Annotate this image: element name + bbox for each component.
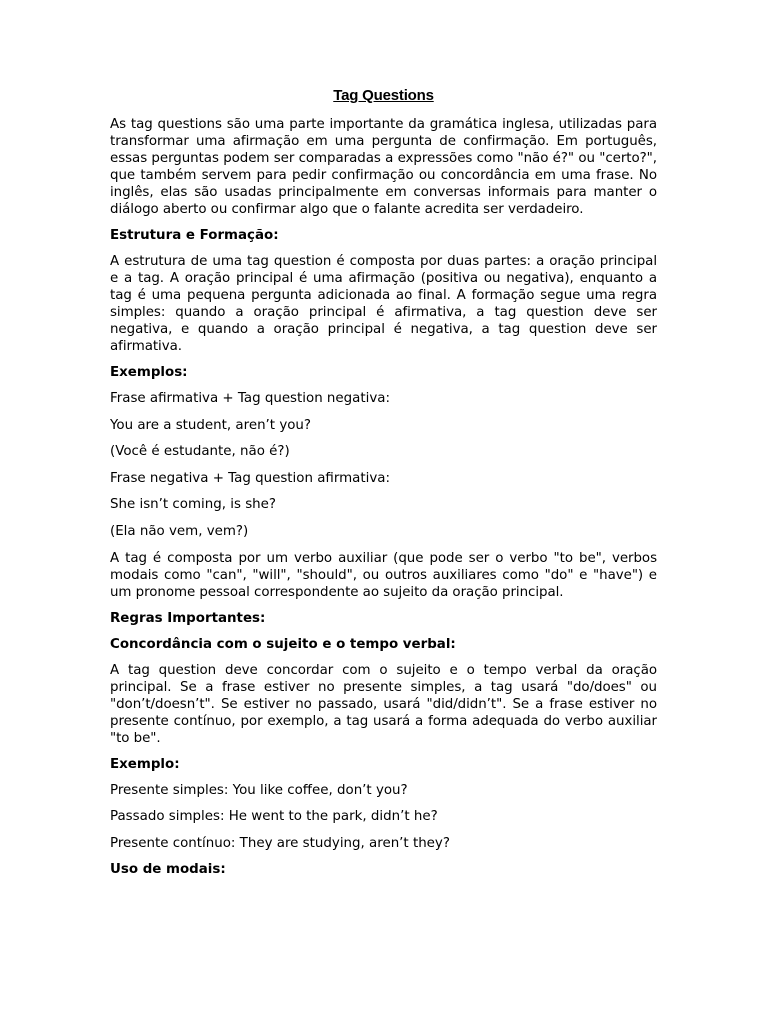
- intro-paragraph: As tag questions são uma parte importante da gramática inglesa, utilizadas para transformar uma afirmação em uma pergunta de confirmação. Em português, essas perguntas podem ser comparadas a expressões como "não é?" ou "certo?", que também servem para pedir confirmação ou concordância em uma frase. No inglês, elas são usadas principalmente em conversas informais para manter o diálogo aberto ou confirmar algo que o falante acredita ser verdadeiro.: [110, 117, 657, 217]
- document-page: [110, 86, 657, 887]
- example-sentence: You are a student, aren’t you?: [110, 417, 312, 433]
- example-present-simple: Presente simples: You like coffee, don’t you?: [110, 782, 408, 798]
- example-label-negative: Frase negativa + Tag question afirmativa:: [110, 470, 390, 486]
- heading-exemplo: Exemplo:: [110, 756, 180, 772]
- document-title: Tag Questions: [333, 87, 434, 104]
- structure-paragraph: A estrutura de uma tag question é composta por duas partes: a oração principal e a tag. A oração principal é uma afirmação (positiva ou negativa), enquanto a tag é uma pequena pergunta adicionada ao final. A formação segue uma regra simples: quando a oração principal é afirmativa, a tag question deve ser negativa, e quando a oração principal é negativa, a tag question deve ser afirmativa.: [110, 254, 657, 354]
- example-label-affirmative: Frase afirmativa + Tag question negativa:: [110, 391, 390, 406]
- example-sentence: She isn’t coming, is she?: [110, 497, 277, 513]
- example-past-simple: Passado simples: He went to the park, didn’t he?: [110, 809, 438, 825]
- agreement-paragraph: A tag question deve concordar com o sujeito e o tempo verbal da oração principal. Se a frase estiver no presente simples, a tag usará "do/does" ou "don’t/doesn’t". Se estiver no passado, usará "did/didn’t". Se a frase estiver no presente contínuo, por exemplo, a tag usará a forma adequada do verbo auxiliar "to be".: [110, 662, 657, 746]
- example-present-continuous: Presente contínuo: They are studying, aren’t they?: [110, 835, 450, 851]
- heading-estrutura: Estrutura e Formação:: [110, 228, 279, 243]
- heading-exemplos: Exemplos:: [110, 365, 188, 380]
- auxiliary-paragraph: A tag é composta por um verbo auxiliar (que pode ser o verbo "to be", verbos modais como "can", "will", "should", ou outros auxiliares como "do" e "have") e um pronome pessoal correspondente ao sujeito da oração principal.: [110, 550, 657, 600]
- heading-modais: Uso de modais:: [110, 862, 226, 878]
- heading-concordancia: Concordância com o sujeito e o tempo verbal:: [110, 636, 456, 652]
- example-translation: (Você é estudante, não é?): [110, 444, 290, 460]
- heading-regras: Regras Importantes:: [110, 610, 266, 626]
- example-translation: (Ela não vem, vem?): [110, 523, 249, 539]
